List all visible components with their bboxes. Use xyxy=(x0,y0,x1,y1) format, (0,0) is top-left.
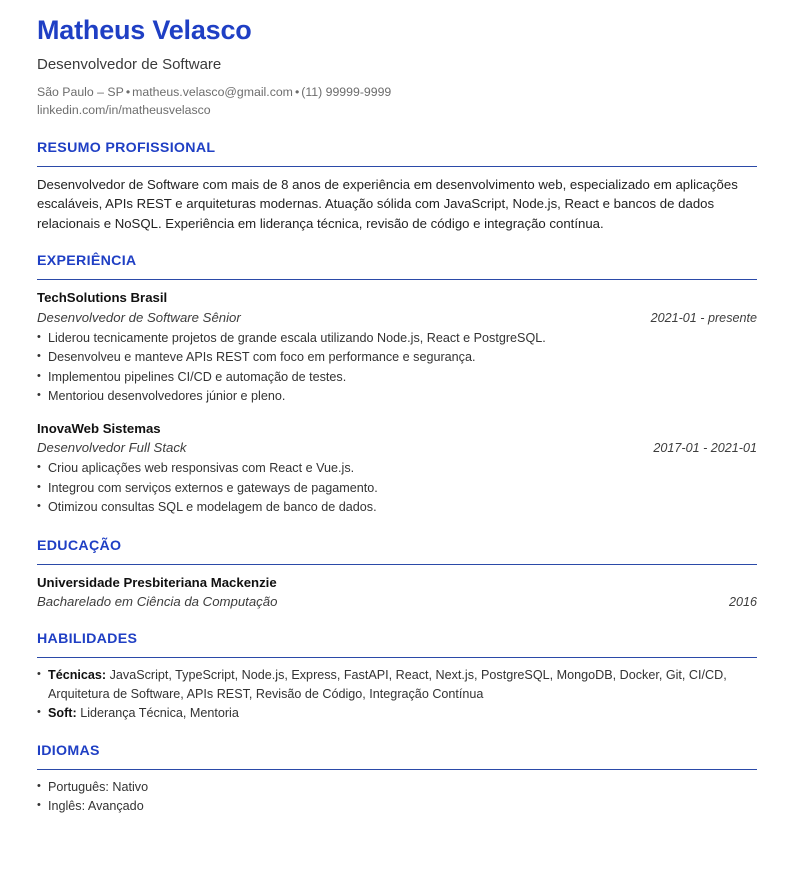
section-education xyxy=(37,538,757,611)
section-title-experience: EXPERIÊNCIA xyxy=(37,253,137,270)
experience-entry xyxy=(37,419,757,518)
experience-bullet: • Criou aplicações web responsivas com React e Vue.js. xyxy=(37,459,757,479)
languages-list xyxy=(37,778,757,816)
contact-location: São Paulo – SP xyxy=(37,85,124,100)
experience-role: Desenvolvedor Full Stack xyxy=(37,440,187,456)
section-divider xyxy=(37,769,757,770)
skills-group-values: JavaScript, TypeScript, Node.js, Express, FastAPI, React, Next.js, PostgreSQL, MongoDB, Docker, Git, CI/CD, Arquitetura de Software, APIs REST, Revisão de Código, Integração Contínua xyxy=(48,668,727,702)
contact-phone: (11) 99999-9999 xyxy=(301,85,392,100)
contact-separator: • xyxy=(125,85,131,100)
experience-bullet: • Mentoriou desenvolvedores júnior e pleno. xyxy=(37,387,757,407)
section-title-languages: IDIOMAS xyxy=(37,742,100,759)
section-divider xyxy=(37,657,757,658)
skills-group-technical xyxy=(37,666,757,704)
experience-bullet: • Otimizou consultas SQL e modelagem de banco de dados. xyxy=(37,498,757,518)
contact-line-primary xyxy=(37,84,757,102)
section-divider xyxy=(37,564,757,565)
experience-role-row xyxy=(37,308,757,327)
experience-date: 2021-01 - presente xyxy=(650,310,757,325)
summary-text: Desenvolvedor de Software com mais de 8 anos de experiência em desenvolvimento web, especializado em aplicações escaláveis, APIs REST e arquiteturas modernas. Atuação sólida com JavaScript, Node.js, React e bancos de dados relacionais e NoSQL. Experiência em liderança técnica, revisão de código e integração contínua. xyxy=(37,176,738,231)
section-divider xyxy=(37,279,757,280)
experience-entry xyxy=(37,288,757,406)
contact-separator: • xyxy=(294,85,300,100)
contact-linkedin[interactable]: linkedin.com/in/matheusvelasco xyxy=(37,102,211,117)
language-item: • Português: Nativo xyxy=(37,778,757,797)
experience-bullet-list xyxy=(37,329,757,407)
experience-date: 2017-01 - 2021-01 xyxy=(653,441,757,456)
education-date: 2016 xyxy=(728,595,757,610)
experience-bullet: • Liderou tecnicamente projetos de grande escala utilizando Node.js, React e PostgreSQL. xyxy=(37,329,757,349)
experience-bullet: • Implementou pipelines CI/CD e automação de testes. xyxy=(37,368,757,388)
experience-organization: InovaWeb Sistemas xyxy=(37,420,161,436)
experience-organization: TechSolutions Brasil xyxy=(37,290,168,306)
contact-line-linkedin xyxy=(37,102,757,120)
section-divider xyxy=(37,166,757,167)
education-degree-row xyxy=(37,592,757,611)
section-languages xyxy=(37,743,757,816)
language-item: • Inglês: Avançado xyxy=(37,797,757,816)
skills-group-values: Liderança Técnica, Mentoria xyxy=(80,706,239,721)
candidate-name: Matheus Velasco xyxy=(37,15,252,45)
section-title-summary: RESUMO PROFISSIONAL xyxy=(37,139,216,156)
skills-group-soft xyxy=(37,704,757,723)
resume-header xyxy=(37,14,757,120)
experience-role-row xyxy=(37,438,757,457)
experience-bullet: • Desenvolveu e manteve APIs REST com foco em performance e segurança. xyxy=(37,348,757,368)
section-title-skills: HABILIDADES xyxy=(37,631,138,648)
section-title-education: EDUCAÇÃO xyxy=(37,537,122,554)
education-degree: Bacharelado em Ciência da Computação xyxy=(37,594,278,610)
section-summary xyxy=(37,140,757,234)
candidate-headline: Desenvolvedor de Software xyxy=(37,56,222,74)
contact-email[interactable]: matheus.velasco@gmail.com xyxy=(132,85,293,100)
skills-group-label: Técnicas: xyxy=(48,668,107,683)
experience-role: Desenvolvedor de Software Sênior xyxy=(37,309,241,325)
section-experience xyxy=(37,253,757,517)
education-entry xyxy=(37,573,757,611)
skills-list xyxy=(37,666,757,723)
education-institution: Universidade Presbiteriana Mackenzie xyxy=(37,574,277,590)
skills-group-label: Soft: xyxy=(48,706,77,721)
experience-bullet: • Integrou com serviços externos e gateways de pagamento. xyxy=(37,479,757,499)
experience-bullet-list xyxy=(37,459,757,518)
section-skills xyxy=(37,631,757,723)
